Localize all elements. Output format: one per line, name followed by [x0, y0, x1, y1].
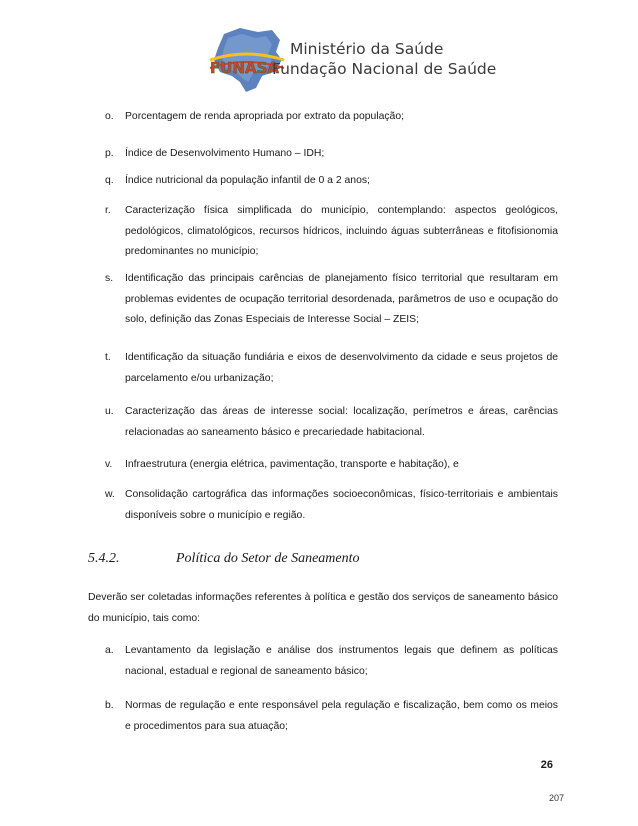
svg-text:FUNASA: FUNASA: [210, 59, 280, 77]
page-number: 26: [540, 759, 553, 771]
list-marker: w.: [105, 489, 115, 500]
foundation-name: Fundação Nacional de Saúde: [272, 60, 497, 78]
list-item-text: Consolidação cartográfica das informações socioeconômicas, físico-territoriais e ambientais disponíveis sobre o município e região.: [125, 489, 558, 521]
list-item-text: Caracterização física simplificada do município, contemplando: aspectos geológicos, pedológicos, climatológicos, recursos hídricos, incluindo águas subterrâneas e fitofisionomia predominantes no município;: [125, 205, 558, 257]
list-marker: s.: [105, 273, 114, 284]
section-title: Política do Setor de Saneamento: [176, 551, 360, 566]
list-marker: t.: [105, 352, 111, 363]
ministry-name: Ministério da Saúde: [290, 40, 444, 58]
list-item-text: Identificação das principais carências de planejamento físico territorial que resultaram em problemas evidentes de ocupação territorial desordenada, parâmetros de uso e ocupação do solo, definição das Zonas Especiais de Interesse Social – ZEIS;: [125, 273, 558, 325]
list-marker: o.: [105, 111, 114, 122]
list-item-text: Levantamento da legislação e análise dos instrumentos legais que definem as políticas nacional, estadual e regional de saneamento básico;: [125, 645, 558, 677]
funasa-logo: [206, 26, 556, 96]
list-marker: r.: [105, 205, 111, 216]
list-marker: u.: [105, 406, 114, 417]
list-marker: v.: [105, 459, 113, 470]
list-item-text: Porcentagem de renda apropriada por extrato da população;: [125, 111, 405, 122]
list-item-text: Identificação da situação fundiária e eixos de desenvolvimento da cidade e seus projetos de parcelamento e/ou urbanização;: [125, 352, 558, 384]
list-marker: q.: [105, 175, 114, 186]
list-item-text: Caracterização das áreas de interesse social: localização, perímetros e áreas, carências relacionadas ao saneamento básico e precariedade habitacional.: [125, 406, 558, 438]
list-item-text: Infraestrutura (energia elétrica, pavimentação, transporte e habitação), e: [125, 459, 459, 470]
sequence-number: 207: [548, 793, 564, 803]
list-item-text: Índice de Desenvolvimento Humano – IDH;: [125, 148, 325, 159]
list-item-text: Índice nutricional da população infantil de 0 a 2 anos;: [125, 175, 370, 186]
list-marker: a.: [105, 645, 114, 656]
list-marker: b.: [105, 700, 114, 711]
section-number: 5.4.2.: [88, 551, 120, 566]
list-item-text: Normas de regulação e ente responsável pela regulação e fiscalização, bem como os meios e procedimentos para sua atuação;: [125, 700, 558, 732]
list-marker: p.: [105, 148, 114, 159]
section-intro: Deverão ser coletadas informações referentes à política e gestão dos serviços de saneamento básico do município, tais como:: [88, 592, 558, 624]
